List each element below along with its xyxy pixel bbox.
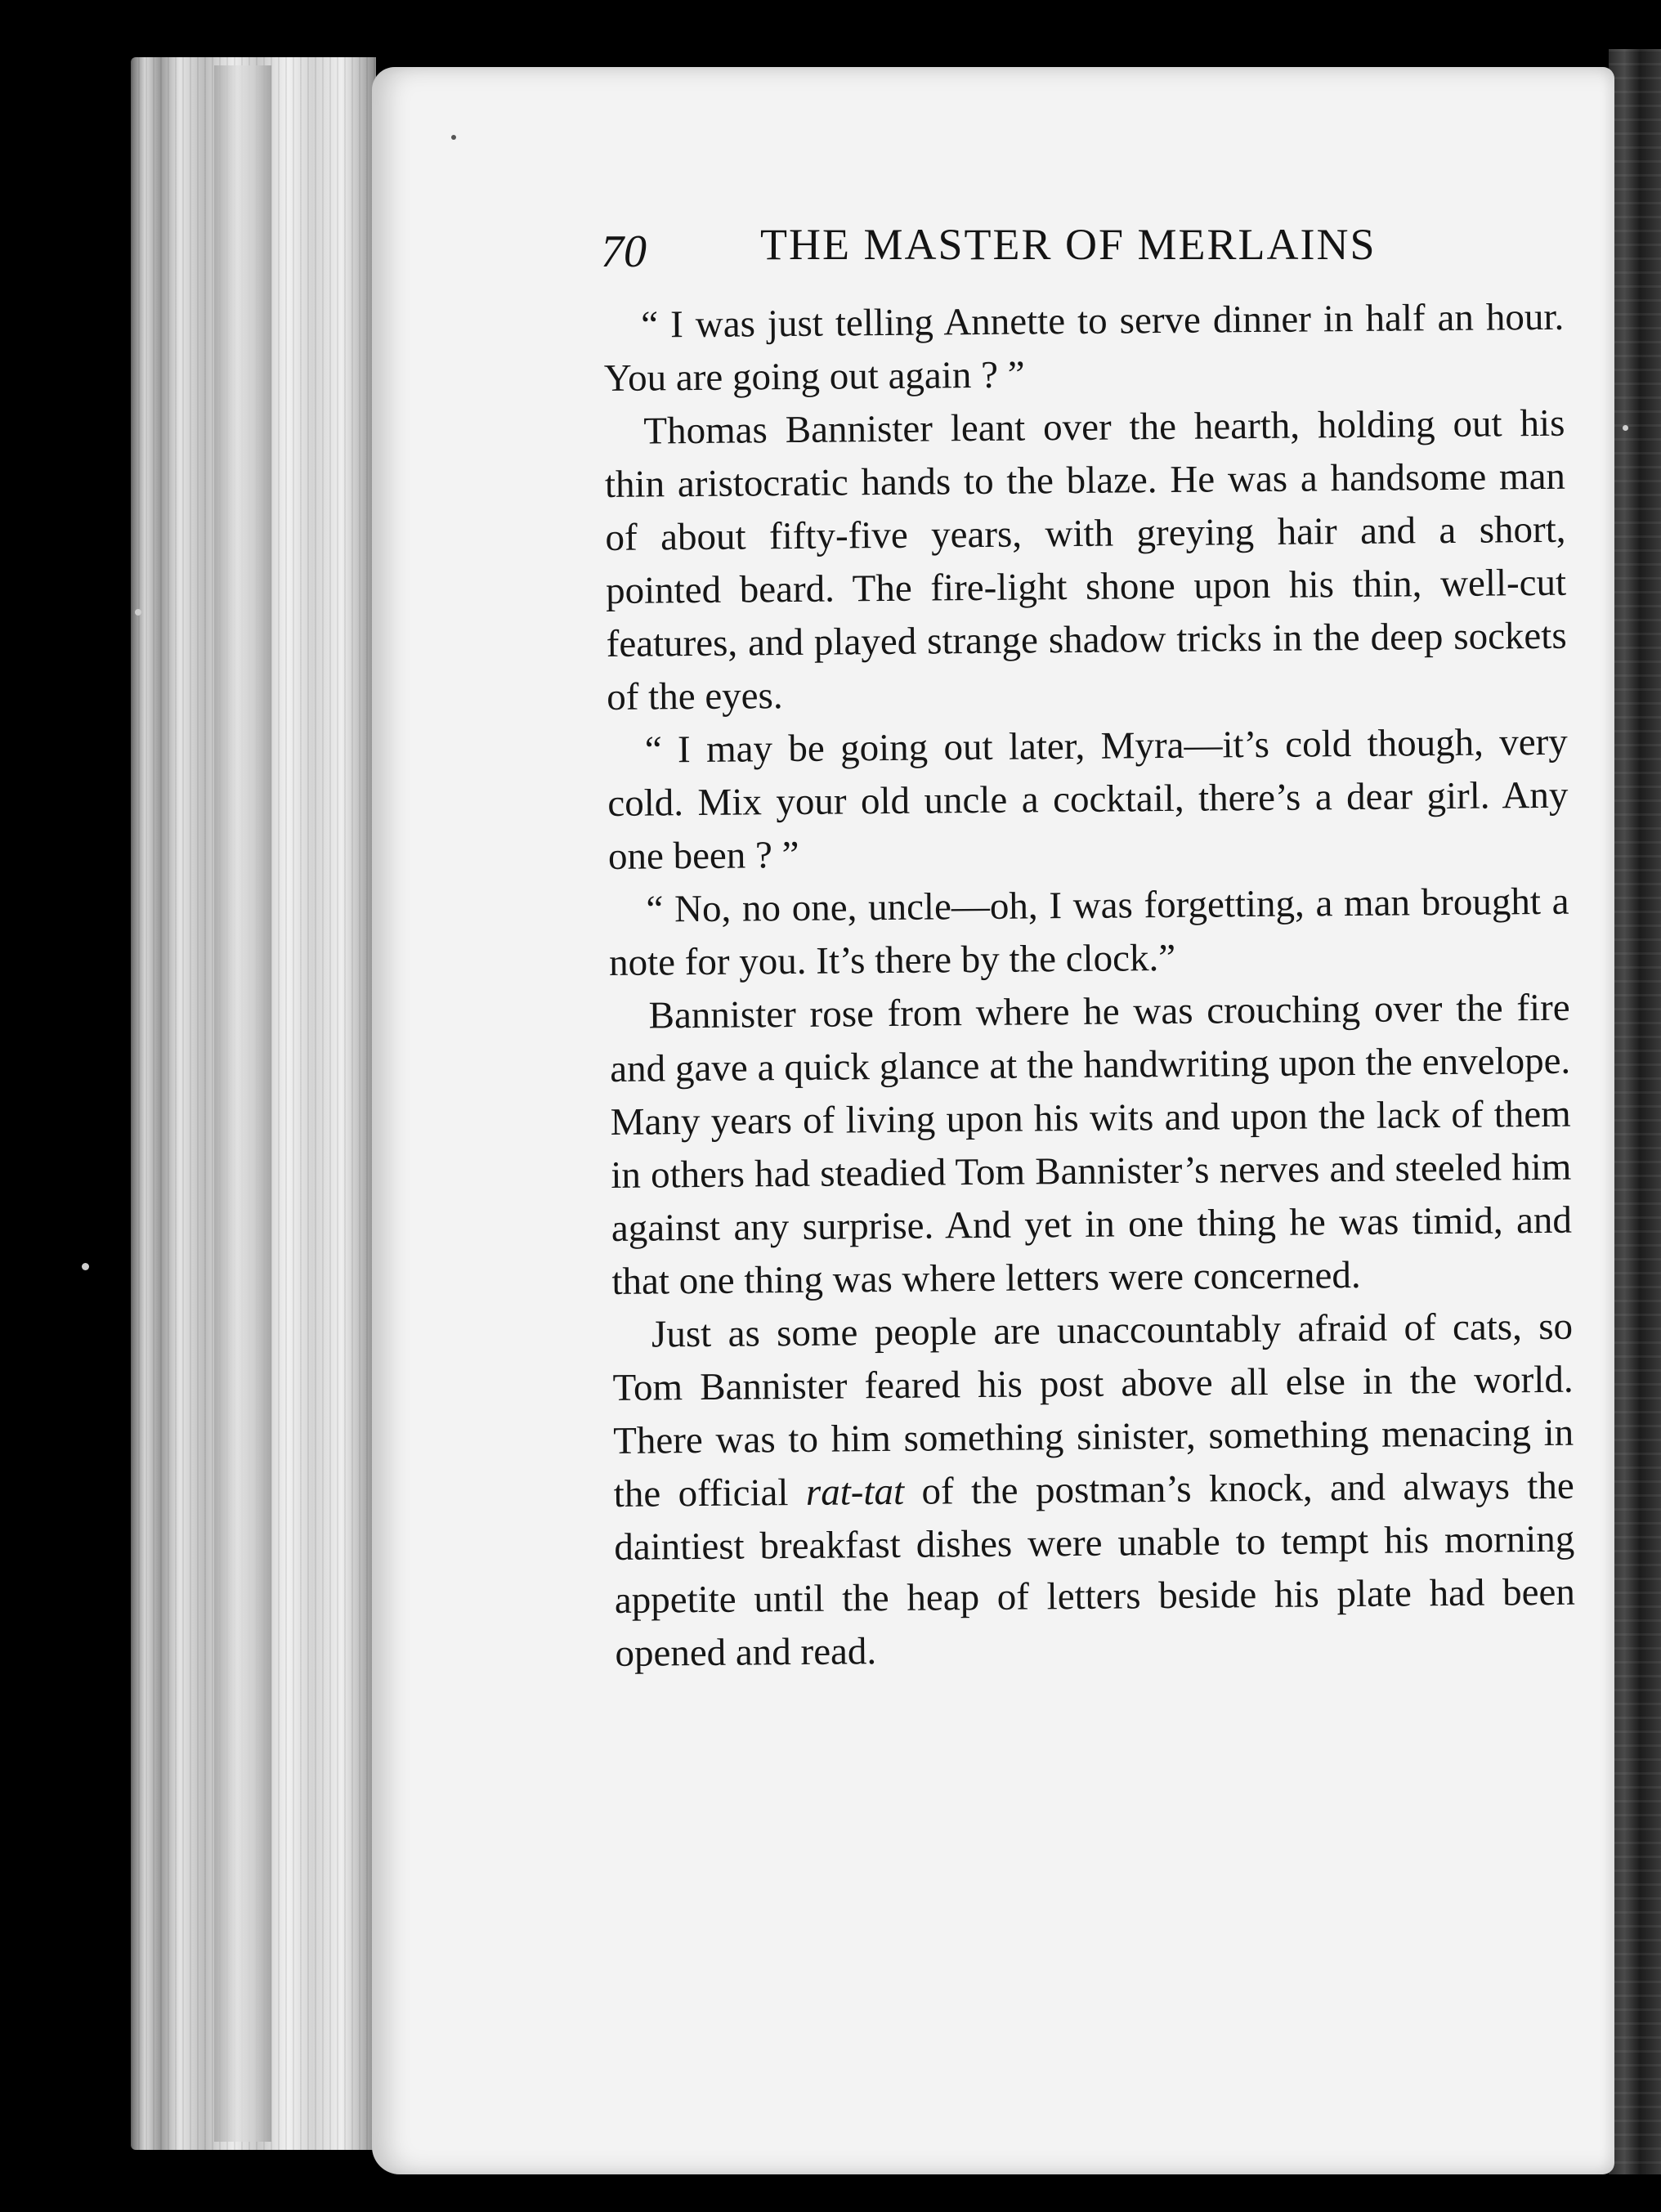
paragraph-text: Just as some people are unaccountably afraid of cats, so Tom Bannister feared his post above all else in the world. There was to him something sinister, something menacing in the official — [612, 1305, 1574, 1516]
page-number: 70 — [601, 226, 647, 277]
scan-speck — [451, 135, 456, 140]
paragraph: “ I was just telling Annette to serve dinner in half an hour. You are going out again ? ” — [603, 295, 1565, 400]
body-text — [603, 291, 1576, 1681]
scan-speck — [82, 1263, 89, 1270]
page-header — [601, 211, 1451, 276]
paragraph — [612, 1301, 1576, 1681]
italic-phrase: rat-tat — [805, 1470, 905, 1514]
scan-speck — [1623, 425, 1628, 431]
paragraph: “ No, no one, uncle—oh, I was forgetting, a man brought a note for you. It’s there by the clock.” — [608, 880, 1569, 984]
running-title: THE MASTER OF MERLAINS — [760, 220, 1377, 269]
paragraph: “ I may be going out later, Myra—it’s cold though, very cold. Mix your old uncle a cocktail, there’s a dear girl. Any one been ? ” — [607, 720, 1569, 878]
paragraph: Bannister rose from where he was crouching over the fire and gave a quick glance at the handwriting upon the envelope. Many years of living upon his wits and upon the lack of them in others had steadied Tom Bannister’s nerves and steeled him against any surprise. And yet in one thing he was timid, and that one thing was where letters were concerned. — [609, 986, 1573, 1303]
paragraph: Thomas Bannister leant over the hearth, holding out his thin aristocratic hands to the blaze. He was a handsome man of about fifty-five years, with greying hair and a short, pointed beard. The fire-light shone upon his thin, well-cut features, and played strange shadow tricks in the deep sockets of the eyes. — [604, 401, 1567, 719]
binding-edge — [1609, 49, 1661, 2174]
page-edge-highlight — [214, 65, 271, 2142]
scan-speck — [135, 609, 141, 616]
paragraph-text: of the postman’s knock, and always the daintiest breakfast dishes were unable to tempt his morning appetite until the heap of letters beside his plate had been opened and read. — [614, 1464, 1576, 1675]
